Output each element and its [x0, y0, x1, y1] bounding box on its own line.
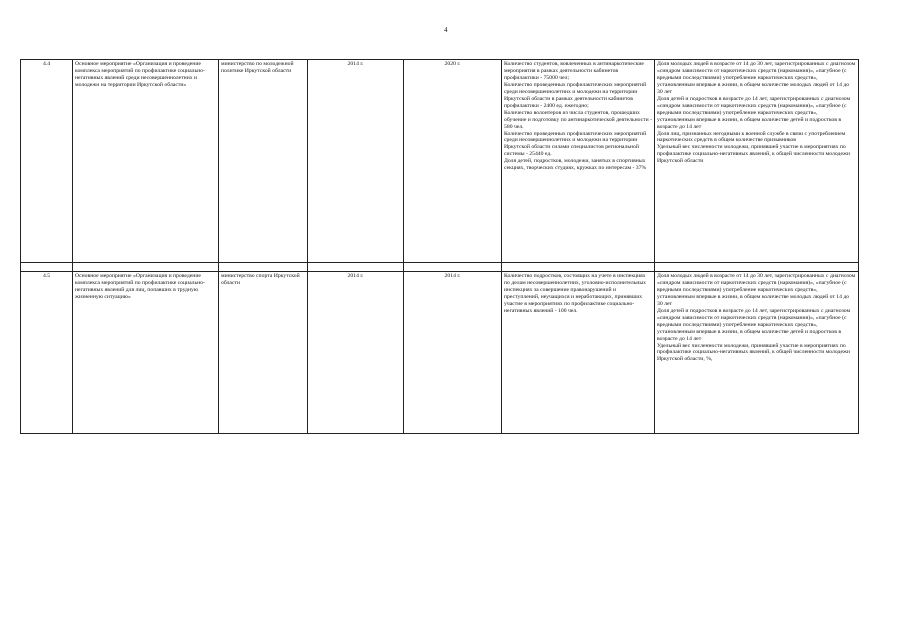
indicators-cell [655, 60, 859, 263]
executor-cell: министерство по молодежной политике Иркутской области [219, 60, 308, 263]
indicator-item: Доля детей и подростков в возрасте до 14 лет, зарегистрированных с диагнозом «синдром зависимости от наркотических средств (наркомания)», «пагубное (с вредными последствиями) употребление наркотических средств», установленным впервые в жизни, в общем количестве детей и подростков в возрасте до 14 лет [657, 307, 851, 342]
indicator-item: Удельный вес численности молодежи, принявшей участие в мероприятиях по профилактике социально-негативных явлений, к общей численности молодежи Иркутской области, %, [657, 342, 850, 363]
page-number: 4 [444, 26, 448, 34]
start-year-cell: 2014 г. [308, 272, 404, 434]
measure-name-cell: Основное мероприятие «Организация и проведение комплекса мероприятий по профилактике социально-негативных явлений среди несовершеннолетних и молодежи на территории Иркутской области» [73, 60, 219, 263]
table-spacer-row [21, 263, 859, 272]
result-item: Количество волонтеров из числа студентов, прошедших обучение и подготовку по антинаркотической деятельности - 580 чел. [504, 109, 653, 130]
result-item: Доля детей, подростков, молодежи, занятых в спортивных секциях, творческих студиях, кружках по интересам - 37% [504, 158, 647, 172]
result-item: Количество проведенных профилактических мероприятий среди несовершеннолетних и молодежи на территории Иркутской области в рамках деятельности кабинетов профилактики - 2400 ед. ежегодно; [504, 81, 647, 109]
indicators-cell [655, 272, 859, 434]
measure-name-cell: Основное мероприятие «Организация и проведение комплекса мероприятий по профилактике социально-негативных явлений для лиц, попавших в трудную жизненную ситуацию» [73, 272, 219, 434]
program-table [20, 59, 859, 434]
results-cell [502, 60, 655, 263]
start-year-cell: 2014 г. [308, 60, 404, 263]
indicator-item: Доля лиц, признанных негодными к военной службе в связи с употреблением наркотических средств в общем количестве призывников [657, 130, 846, 144]
row-number-cell: 4.4 [21, 60, 73, 263]
row-number-cell: 4.5 [21, 272, 73, 434]
end-year-cell: 2014 г. [404, 272, 502, 434]
end-year-cell: 2020 г. [404, 60, 502, 263]
indicator-item: Доля детей и подростков в возрасте до 14 лет, зарегистрированных с диагнозом «синдром зависимости от наркотических средств (наркомания)», «пагубное (с вредными последствиями) употребление наркотических средств», установленным впервые в жизни, в общем количестве детей и подростков в возрасте до 14 лет [657, 95, 851, 130]
executor-cell: министерство спорта Иркутской области [219, 272, 308, 434]
results-cell [502, 272, 655, 434]
indicator-item: Доля молодых людей в возрасте от 14 до 30 лет, зарегистрированных с диагнозом «синдром зависимости от наркотических средств (наркомания)», «пагубное (с вредными последствиями) употребление наркотических средств», установленным впервые в жизни, в общем количестве молодых людей от 14 до 30 лет [657, 61, 856, 95]
table-row [21, 60, 859, 263]
result-item: Количество проведенных профилактических мероприятий среди несовершеннолетних и молодежи на территории Иркутской области силами специалистов региональной системы - 25440 ед. [504, 130, 647, 158]
result-item: Количество подростков, состоящих на учете в инспекциях по делам несовершеннолетних, уголовно-исполнительных инспекциях за совершение правонарушений и преступлений, неучащихся и неработающих, принявших участие в мероприятиях по профилактике социально-негативных явлений - 100 чел. [504, 273, 647, 314]
indicator-item: Доля молодых людей в возрасте от 14 до 30 лет, зарегистрированных с диагнозом «синдром зависимости от наркотических средств (наркомания)», «пагубное (с вредными последствиями) употребление наркотических средств», установленным впервые в жизни, в общем количестве молодых людей от 14 до 30 лет [657, 273, 856, 307]
indicator-item: Удельный вес численности молодежи, принявшей участие в мероприятиях по профилактике социально-негативных явлений, к общей численности молодежи Иркутской области [657, 144, 850, 165]
result-item: Количество студентов, вовлеченных в антинаркотические мероприятия в рамках деятельности кабинетов профилактики - 75000 чел; [504, 61, 644, 81]
table-row [21, 272, 859, 434]
